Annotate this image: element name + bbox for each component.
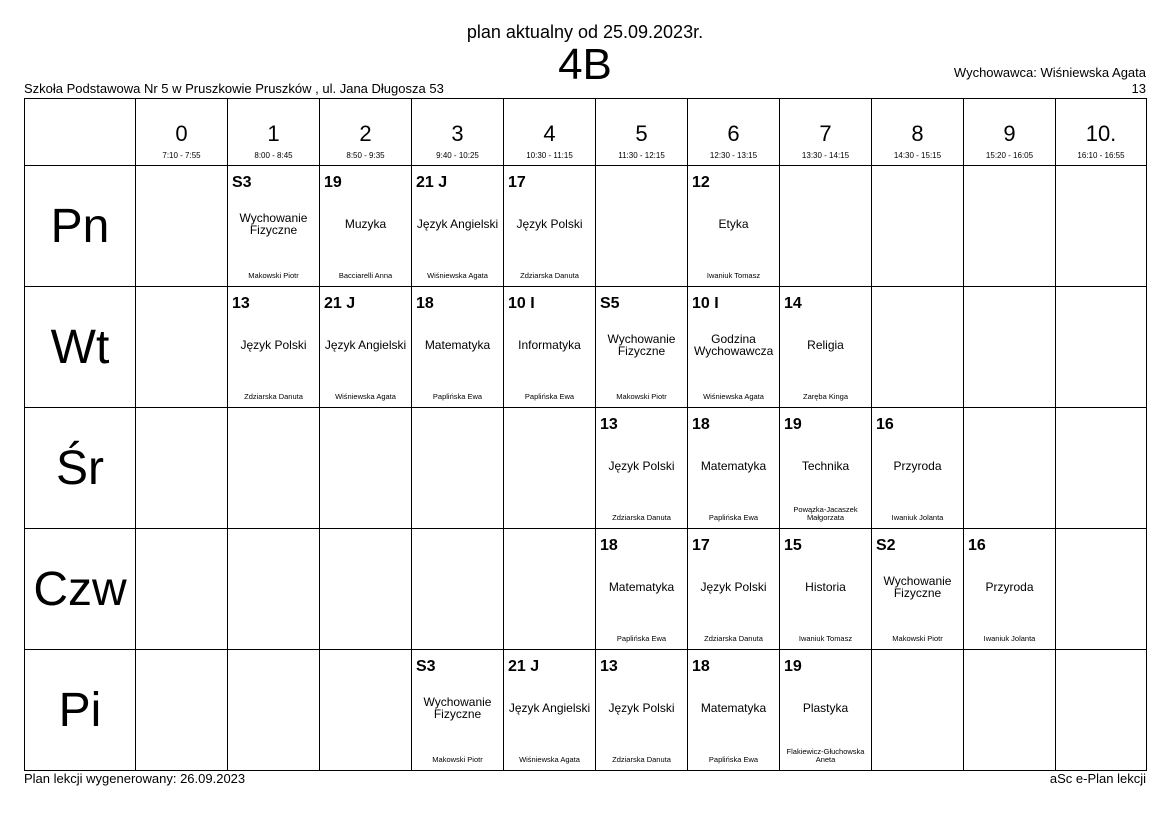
period-time: 12:30 - 13:15 <box>709 151 758 160</box>
subject-name: Język Polski <box>700 580 767 594</box>
day-name: Czw <box>33 562 127 616</box>
day-row <box>25 408 1147 529</box>
lesson-cell <box>412 166 504 287</box>
empty-lesson-cell <box>504 529 596 650</box>
lesson-cell <box>688 650 780 771</box>
teacher-name: Paplińska Ewa <box>616 634 667 643</box>
empty-lesson-cell <box>780 166 872 287</box>
room-number: 16 <box>968 537 986 554</box>
timetable-grid <box>24 98 1147 771</box>
room-number: 21 J <box>324 295 356 312</box>
lesson-cell <box>688 529 780 650</box>
teacher-name: Zdziarska Danuta <box>612 513 671 522</box>
period-time: 15:20 - 16:05 <box>985 151 1034 160</box>
empty-lesson-cell <box>964 408 1056 529</box>
period-header-4 <box>504 99 596 166</box>
subject-name: Matematyka <box>700 459 767 473</box>
subject-name: Język Angielski <box>416 217 499 231</box>
period-number: 6 <box>727 121 740 146</box>
period-number: 4 <box>543 121 556 146</box>
empty-lesson-cell <box>964 166 1056 287</box>
empty-lesson-cell <box>412 408 504 529</box>
subject-name: Wychowanie Fizyczne <box>239 211 308 237</box>
period-header-5 <box>596 99 688 166</box>
teacher-name: Zdziarska Danuta <box>612 755 671 764</box>
room-number: 12 <box>692 174 710 191</box>
period-time: 14:30 - 15:15 <box>893 151 942 160</box>
room-number: 18 <box>692 658 710 675</box>
room-number: 21 J <box>508 658 540 675</box>
empty-lesson-cell <box>228 408 320 529</box>
lesson-cell <box>504 287 596 408</box>
room-number: 10 I <box>692 295 719 312</box>
empty-lesson-cell <box>136 287 228 408</box>
teacher-name: Paplińska Ewa <box>432 392 483 401</box>
teacher-name: Bacciarelli Anna <box>338 271 393 280</box>
room-number: 13 <box>232 295 250 312</box>
lesson-cell <box>596 529 688 650</box>
lesson-cell <box>780 287 872 408</box>
period-time: 10:30 - 11:15 <box>526 151 573 160</box>
lesson-cell <box>504 166 596 287</box>
empty-lesson-cell <box>320 529 412 650</box>
page-number: 13 <box>1131 81 1146 96</box>
empty-lesson-cell <box>228 650 320 771</box>
lesson-cell <box>688 408 780 529</box>
period-number: 10. <box>1085 121 1117 146</box>
room-number: 13 <box>600 658 618 675</box>
period-time: 8:00 - 8:45 <box>254 151 293 160</box>
period-time: 8:50 - 9:35 <box>346 151 385 160</box>
subject-name: Język Polski <box>608 701 675 715</box>
subject-name: Matematyka <box>700 701 767 715</box>
day-row <box>25 287 1147 408</box>
lesson-cell <box>780 529 872 650</box>
day-cell <box>25 287 136 408</box>
empty-lesson-cell <box>872 287 964 408</box>
subject-name: Religia <box>807 338 844 352</box>
day-row <box>25 529 1147 650</box>
empty-lesson-cell <box>872 650 964 771</box>
period-header-row <box>25 99 1147 166</box>
lesson-cell <box>228 287 320 408</box>
subject-name: Przyroda <box>893 459 942 473</box>
period-number: 7 <box>819 121 832 146</box>
period-number: 0 <box>175 121 188 146</box>
teacher-name: Flakiewicz-Głuchowska Aneta <box>786 747 865 764</box>
lesson-cell <box>228 166 320 287</box>
day-cell <box>25 166 136 287</box>
period-header-7 <box>780 99 872 166</box>
subject-name: Godzina Wychowawcza <box>694 332 774 358</box>
lesson-cell <box>872 529 964 650</box>
teacher-name: Wiśniewska Agata <box>427 271 488 280</box>
day-cell <box>25 529 136 650</box>
teacher-name: Iwaniuk Jolanta <box>891 513 944 522</box>
teacher-name: Iwaniuk Jolanta <box>983 634 1036 643</box>
period-number: 3 <box>451 121 464 146</box>
subject-name: Wychowanie Fizyczne <box>883 574 952 600</box>
subject-name: Język Angielski <box>508 701 591 715</box>
empty-lesson-cell <box>504 408 596 529</box>
teacher-name: Iwaniuk Tomasz <box>798 634 853 643</box>
room-number: 21 J <box>416 174 448 191</box>
period-header-3 <box>412 99 504 166</box>
subject-name: Technika <box>801 459 850 473</box>
empty-lesson-cell <box>136 166 228 287</box>
empty-lesson-cell <box>136 529 228 650</box>
lesson-cell <box>964 529 1056 650</box>
school-address: Szkoła Podstawowa Nr 5 w Pruszkowie Pruszków , ul. Jana Długosza 53 <box>24 81 444 96</box>
day-row <box>25 650 1147 771</box>
teacher-name: Zaręba Kinga <box>802 392 849 401</box>
teacher-name: Paplińska Ewa <box>708 513 759 522</box>
day-cell <box>25 650 136 771</box>
teacher-name: Makowski Piotr <box>892 634 943 643</box>
empty-lesson-cell <box>1056 408 1147 529</box>
room-number: 19 <box>784 416 802 433</box>
period-header-0 <box>136 99 228 166</box>
lesson-cell <box>596 287 688 408</box>
subject-name: Historia <box>805 580 846 594</box>
room-number: S3 <box>416 658 436 675</box>
room-number: 17 <box>508 174 526 191</box>
room-number: 18 <box>600 537 618 554</box>
teacher-name: Wiśniewska Agata <box>335 392 396 401</box>
empty-lesson-cell <box>872 166 964 287</box>
empty-lesson-cell <box>320 408 412 529</box>
teacher-name: Makowski Piotr <box>248 271 299 280</box>
period-number: 8 <box>911 121 924 146</box>
empty-lesson-cell <box>1056 650 1147 771</box>
teacher-name: Wiśniewska Agata <box>519 755 580 764</box>
empty-lesson-cell <box>412 529 504 650</box>
empty-lesson-cell <box>596 166 688 287</box>
subject-name: Język Polski <box>516 217 583 231</box>
teacher-name: Zdziarska Danuta <box>704 634 763 643</box>
day-name: Wt <box>50 320 110 374</box>
room-number: 14 <box>784 295 802 312</box>
empty-lesson-cell <box>228 529 320 650</box>
room-number: 18 <box>692 416 710 433</box>
empty-lesson-cell <box>136 408 228 529</box>
subject-name: Język Polski <box>608 459 675 473</box>
empty-lesson-cell <box>1056 529 1147 650</box>
room-number: 19 <box>324 174 342 191</box>
subject-name: Informatyka <box>518 338 581 352</box>
day-name: Pi <box>58 683 102 737</box>
empty-lesson-cell <box>136 650 228 771</box>
day-name: Pn <box>50 199 110 253</box>
room-number: 15 <box>784 537 802 554</box>
period-header-10 <box>1056 99 1147 166</box>
empty-lesson-cell <box>1056 166 1147 287</box>
teacher-name: Iwaniuk Tomasz <box>706 271 761 280</box>
teacher-name: Powązka-Jacaszek Małgorzata <box>793 505 858 522</box>
empty-lesson-cell <box>1056 287 1147 408</box>
subject-name: Język Angielski <box>324 338 407 352</box>
empty-lesson-cell <box>964 287 1056 408</box>
plan-subtitle: plan aktualny od 25.09.2023r. <box>466 22 704 42</box>
subject-name: Matematyka <box>608 580 675 594</box>
lesson-cell <box>320 166 412 287</box>
subject-name: Wychowanie Fizyczne <box>423 695 492 721</box>
lesson-cell <box>596 408 688 529</box>
period-number: 5 <box>635 121 648 146</box>
teacher-name: Makowski Piotr <box>432 755 483 764</box>
teacher-name: Makowski Piotr <box>616 392 667 401</box>
period-header-9 <box>964 99 1056 166</box>
period-time: 13:30 - 14:15 <box>801 151 850 160</box>
period-header-1 <box>228 99 320 166</box>
period-time: 9:40 - 10:25 <box>436 151 479 160</box>
subject-name: Język Polski <box>240 338 307 352</box>
corner-cell <box>25 99 136 166</box>
room-number: S3 <box>232 174 252 191</box>
lesson-cell <box>320 287 412 408</box>
day-cell <box>25 408 136 529</box>
lesson-cell <box>780 408 872 529</box>
lesson-cell <box>872 408 964 529</box>
period-number: 1 <box>267 121 280 146</box>
room-number: S2 <box>876 537 896 554</box>
period-number: 9 <box>1003 121 1016 146</box>
lesson-cell <box>412 650 504 771</box>
subject-name: Plastyka <box>802 701 849 715</box>
period-header-2 <box>320 99 412 166</box>
lesson-cell <box>596 650 688 771</box>
lesson-cell <box>688 166 780 287</box>
software-brand: aSc e-Plan lekcji <box>1049 771 1146 786</box>
room-number: S5 <box>600 295 620 312</box>
room-number: 13 <box>600 416 618 433</box>
lesson-cell <box>504 650 596 771</box>
subject-name: Etyka <box>718 217 749 231</box>
empty-lesson-cell <box>320 650 412 771</box>
teacher-name: Paplińska Ewa <box>708 755 759 764</box>
period-time: 16:10 - 16:55 <box>1077 151 1125 160</box>
day-row <box>25 166 1147 287</box>
generated-date: Plan lekcji wygenerowany: 26.09.2023 <box>24 771 246 786</box>
lesson-cell <box>412 287 504 408</box>
room-number: 17 <box>692 537 710 554</box>
class-tutor: Wychowawca: Wiśniewska Agata <box>953 65 1146 80</box>
class-name-title: 4B <box>558 40 612 89</box>
teacher-name: Zdziarska Danuta <box>520 271 579 280</box>
teacher-name: Paplińska Ewa <box>524 392 575 401</box>
lesson-cell <box>780 650 872 771</box>
subject-name: Muzyka <box>344 217 387 231</box>
room-number: 18 <box>416 295 434 312</box>
subject-name: Wychowanie Fizyczne <box>607 332 676 358</box>
day-name: Śr <box>56 441 104 495</box>
teacher-name: Wiśniewska Agata <box>703 392 764 401</box>
subject-name: Matematyka <box>424 338 491 352</box>
teacher-name: Zdziarska Danuta <box>244 392 303 401</box>
empty-lesson-cell <box>964 650 1056 771</box>
period-time: 11:30 - 12:15 <box>618 151 665 160</box>
lesson-cell <box>688 287 780 408</box>
room-number: 16 <box>876 416 894 433</box>
period-header-8 <box>872 99 964 166</box>
room-number: 19 <box>784 658 802 675</box>
period-time: 7:10 - 7:55 <box>162 151 201 160</box>
period-header-6 <box>688 99 780 166</box>
room-number: 10 I <box>508 295 535 312</box>
period-number: 2 <box>359 121 372 146</box>
subject-name: Przyroda <box>985 580 1034 594</box>
